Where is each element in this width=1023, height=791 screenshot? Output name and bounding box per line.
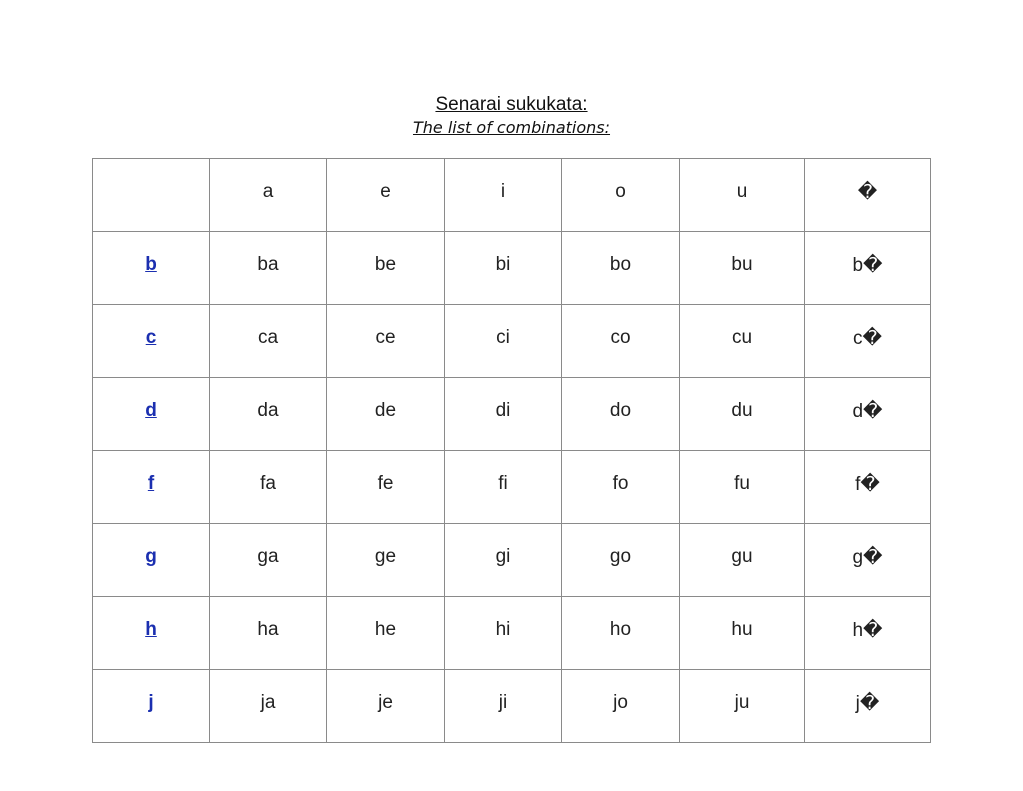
syllable-cell: ga <box>210 524 327 597</box>
syllable-cell: ja <box>210 670 327 743</box>
syllable-cell: bu <box>680 232 805 305</box>
syllable-cell: be <box>327 232 445 305</box>
consonant-link-d[interactable]: d <box>145 400 157 421</box>
syllable-cell: ce <box>327 305 445 378</box>
syllable-cell: ha <box>210 597 327 670</box>
vowel-header-o: o <box>562 159 680 232</box>
table-row <box>93 378 931 451</box>
consonant-cell <box>93 305 210 378</box>
syllable-cell: bo <box>562 232 680 305</box>
syllable-table <box>92 158 931 743</box>
syllable-cell: ca <box>210 305 327 378</box>
syllable-cell: f� <box>805 451 931 524</box>
consonant-link-g[interactable]: g <box>145 546 157 567</box>
table-row <box>93 232 931 305</box>
syllable-cell: c� <box>805 305 931 378</box>
vowel-header-i: i <box>445 159 562 232</box>
syllable-cell: fo <box>562 451 680 524</box>
consonant-link-b[interactable]: b <box>145 254 157 275</box>
consonant-cell <box>93 597 210 670</box>
table-row <box>93 597 931 670</box>
syllable-cell: ho <box>562 597 680 670</box>
syllable-cell: go <box>562 524 680 597</box>
syllable-cell: fe <box>327 451 445 524</box>
header-row <box>93 159 931 232</box>
syllable-cell: gi <box>445 524 562 597</box>
syllable-cell: g� <box>805 524 931 597</box>
vowel-header-unknown: � <box>805 159 931 232</box>
syllable-cell: he <box>327 597 445 670</box>
syllable-cell: de <box>327 378 445 451</box>
syllable-cell: ju <box>680 670 805 743</box>
table-row <box>93 451 931 524</box>
page-subtitle: The list of combinations: <box>412 118 611 137</box>
table-row <box>93 305 931 378</box>
syllable-cell: bi <box>445 232 562 305</box>
consonant-link-j[interactable]: j <box>148 692 154 713</box>
consonant-cell <box>93 232 210 305</box>
syllable-cell: co <box>562 305 680 378</box>
consonant-link-f[interactable]: f <box>147 473 155 494</box>
syllable-cell: hu <box>680 597 805 670</box>
syllable-cell: do <box>562 378 680 451</box>
syllable-cell: ba <box>210 232 327 305</box>
consonant-link-c[interactable]: c <box>145 327 157 348</box>
table-row <box>93 524 931 597</box>
syllable-cell: da <box>210 378 327 451</box>
syllable-cell: cu <box>680 305 805 378</box>
vowel-header-e: e <box>327 159 445 232</box>
consonant-cell <box>93 670 210 743</box>
syllable-cell: h� <box>805 597 931 670</box>
syllable-cell: di <box>445 378 562 451</box>
syllable-cell: j� <box>805 670 931 743</box>
consonant-cell <box>93 524 210 597</box>
syllable-cell: jo <box>562 670 680 743</box>
syllable-cell: du <box>680 378 805 451</box>
vowel-header-u: u <box>680 159 805 232</box>
consonant-link-h[interactable]: h <box>145 619 157 640</box>
vowel-header-a: a <box>210 159 327 232</box>
page-title: Senarai sukukata: <box>435 94 588 115</box>
syllable-cell: fu <box>680 451 805 524</box>
syllable-cell: ge <box>327 524 445 597</box>
consonant-cell <box>93 451 210 524</box>
syllable-cell: ci <box>445 305 562 378</box>
syllable-cell: je <box>327 670 445 743</box>
syllable-cell: gu <box>680 524 805 597</box>
table-row <box>93 670 931 743</box>
syllable-cell: d� <box>805 378 931 451</box>
syllable-cell: ji <box>445 670 562 743</box>
corner-cell <box>93 159 210 232</box>
syllable-cell: fa <box>210 451 327 524</box>
syllable-cell: b� <box>805 232 931 305</box>
syllable-cell: fi <box>445 451 562 524</box>
consonant-cell <box>93 378 210 451</box>
syllable-cell: hi <box>445 597 562 670</box>
